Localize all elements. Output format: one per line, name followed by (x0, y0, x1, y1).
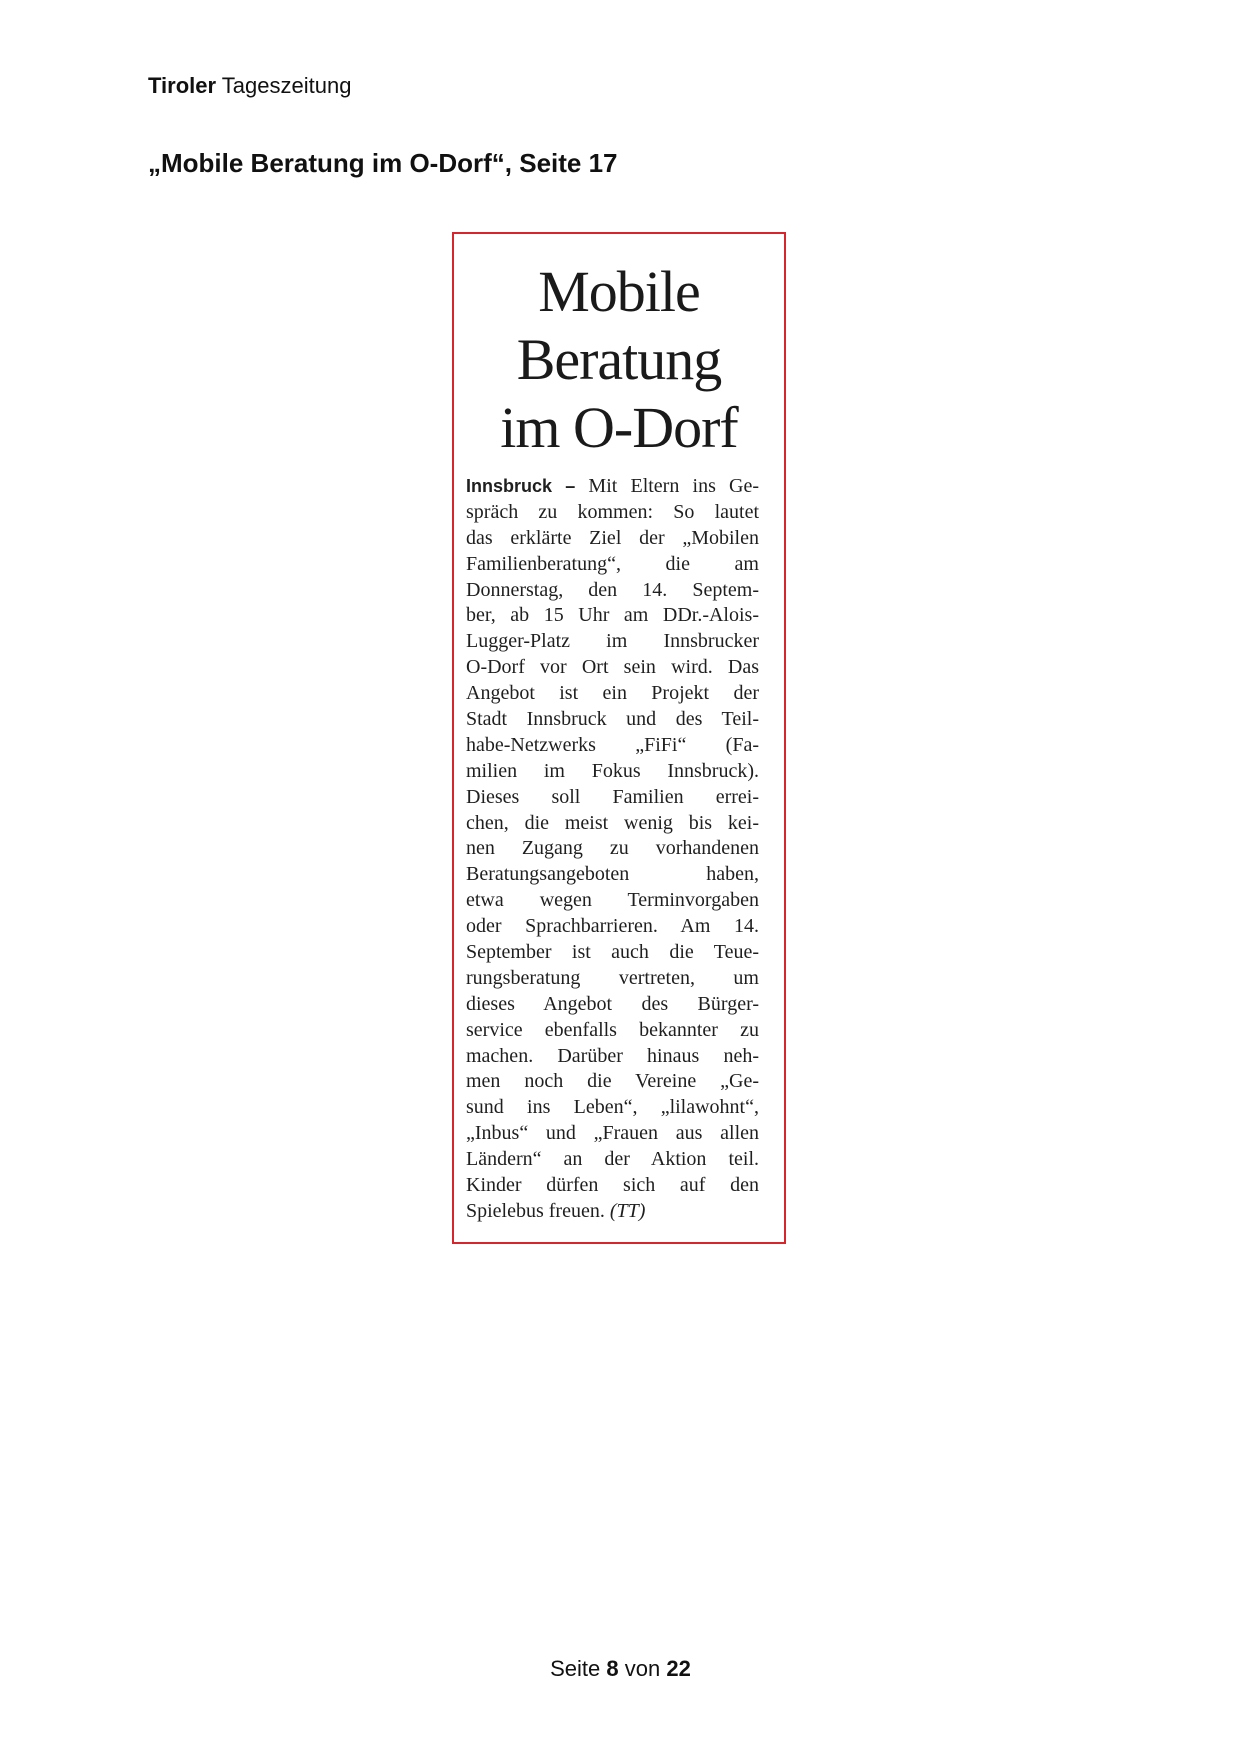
article-line: Ländern“ an der Aktion teil. (466, 1148, 759, 1171)
article-dateline: Innsbruck – (466, 476, 576, 496)
of-word: von (624, 1656, 661, 1681)
headline-line: im O-Dorf (500, 395, 738, 460)
article-line: Beratungsangeboten haben, (466, 863, 759, 886)
article-line: O-Dorf vor Ort sein wird. Das (466, 656, 759, 679)
article-line: Angebot ist ein Projekt der (466, 682, 759, 705)
article-line-text: Spielebus freuen. (466, 1199, 605, 1222)
article-line: oder Sprachbarrieren. Am 14. (466, 915, 759, 938)
article-line: habe-Netzwerks „FiFi“ (Fa- (466, 733, 759, 756)
publication-name-regular: Tageszeitung (221, 73, 352, 98)
article-line-text: Mit Eltern ins Ge- (588, 475, 760, 497)
article-line: sund ins Leben“, „lilawohnt“, (466, 1096, 759, 1119)
article-line (466, 474, 759, 500)
article-headline (454, 258, 784, 462)
article-line: nen Zugang zu vorhandenen (466, 837, 759, 860)
newspaper-clipping (452, 232, 786, 1244)
article-line: das erklärte Ziel der „Mobilen (466, 526, 759, 549)
publication-name (148, 72, 351, 100)
total-pages: 22 (666, 1656, 691, 1681)
article-line: Kinder dürfen sich auf den (466, 1174, 759, 1197)
headline-line: Beratung (516, 327, 722, 392)
article-line: spräch zu kommen: So lautet (466, 500, 759, 523)
article-line: machen. Darüber hinaus neh- (466, 1044, 759, 1067)
article-line: men noch die Vereine „Ge- (466, 1070, 759, 1093)
article-line: dieses Angebot des Bürger- (466, 992, 759, 1015)
article-line: Lugger-Platz im Innsbrucker (466, 630, 759, 653)
page-word: Seite (550, 1656, 601, 1681)
article-line: Dieses soll Familien errei- (466, 785, 759, 808)
current-page: 8 (606, 1656, 619, 1681)
article-line: chen, die meist wenig bis kei- (466, 811, 759, 834)
article-line: milien im Fokus Innsbruck). (466, 759, 759, 782)
article-line: ber, ab 15 Uhr am DDr.-Alois- (466, 604, 759, 627)
page-number (0, 1655, 1241, 1683)
article-line: Donnerstag, den 14. Septem- (466, 578, 759, 601)
article-body (466, 474, 759, 1225)
article-line: „Inbus“ und „Frauen aus allen (466, 1122, 759, 1145)
article-line: rungsberatung vertreten, um (466, 966, 759, 989)
article-credit: (TT) (609, 1199, 646, 1222)
headline-line: Mobile (538, 259, 700, 324)
article-line: service ebenfalls bekannter zu (466, 1018, 759, 1041)
publication-name-bold: Tiroler (148, 73, 217, 98)
article-line: September ist auch die Teue- (466, 941, 759, 964)
document-title: „Mobile Beratung im O-Dorf“, Seite 17 (148, 148, 618, 178)
article-line: etwa wegen Terminvorgaben (466, 889, 759, 912)
article-line: Familienberatung“, die am (466, 552, 759, 575)
article-line (466, 1199, 759, 1225)
article-line: Stadt Innsbruck und des Teil- (466, 708, 759, 731)
